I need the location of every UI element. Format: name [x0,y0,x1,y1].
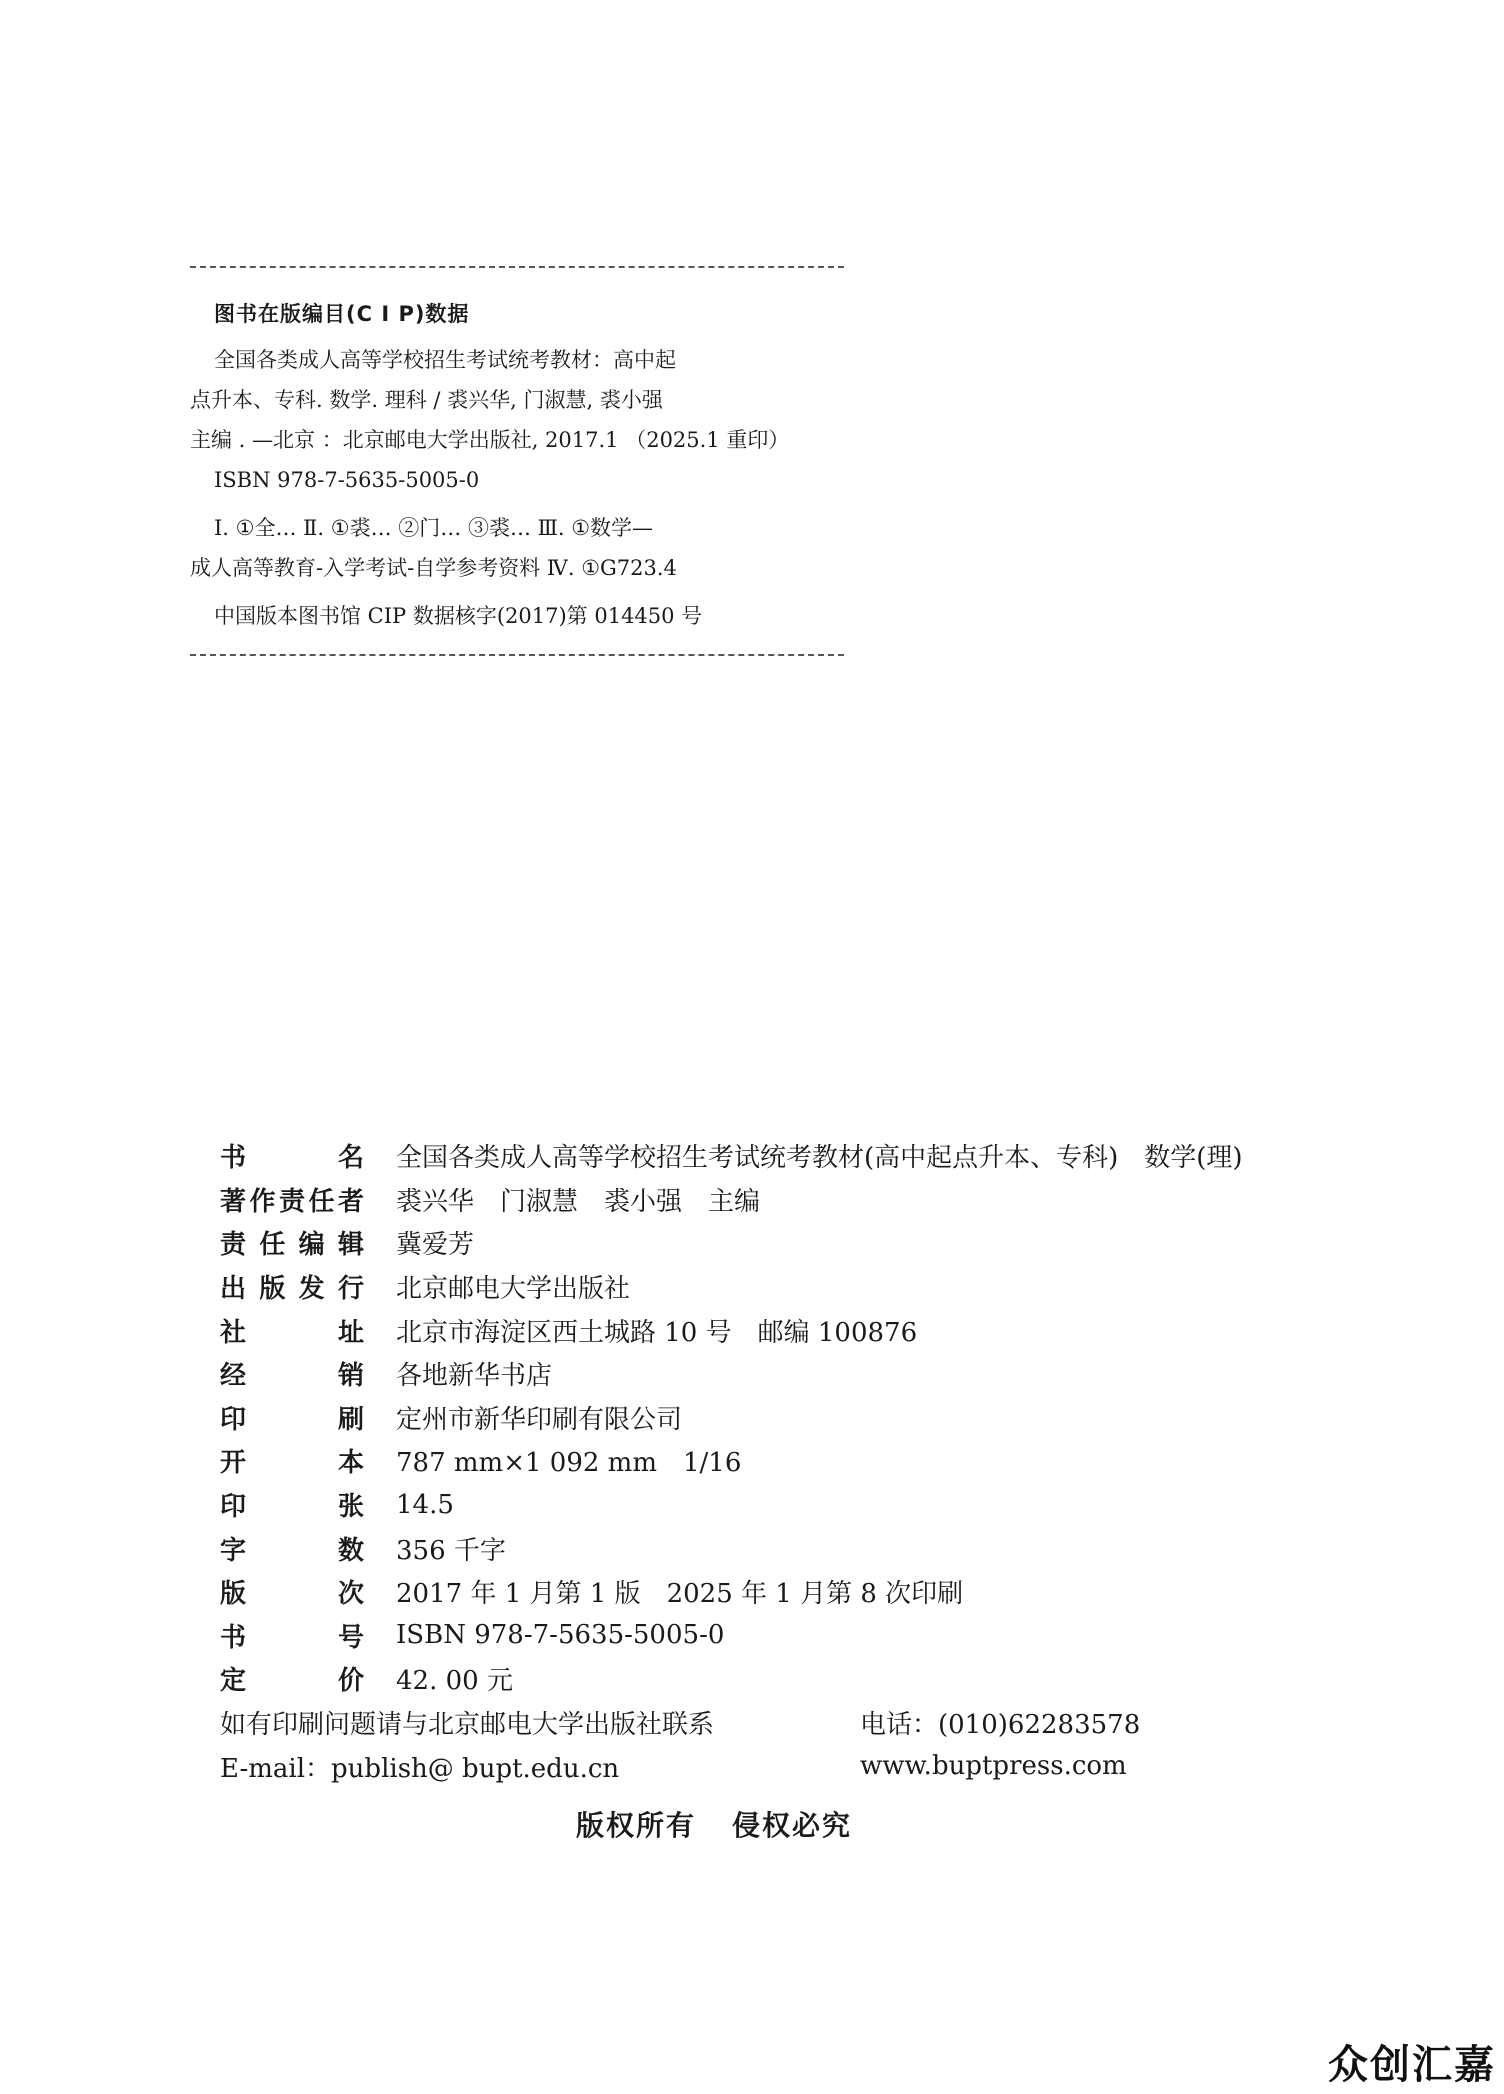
colophon-label-char: 经 [220,1361,247,1392]
colophon-value: 42. 00 元 [396,1666,513,1697]
colophon-label-char: 著 [220,1186,247,1217]
colophon [220,1134,1360,1844]
contact-email: E-mail：publish@ bupt.edu.cn [220,1753,620,1784]
colophon-label-char: 者 [337,1186,364,1217]
cip-paragraph-description [190,340,850,500]
colophon-label-char: 发 [298,1274,325,1305]
colophon-label-char: 定 [220,1666,247,1697]
contact-phone: 电话：(010)62283578 [860,1710,1141,1741]
colophon-value: 北京邮电大学出版社 [396,1274,631,1305]
colophon-label [220,1617,364,1654]
cip-line: 成人高等教育-入学考试-自学参考资料 Ⅳ. ①G723.4 [190,556,677,580]
colophon-row [220,1134,1360,1178]
colophon-row [220,1221,1360,1265]
colophon-label [220,1660,364,1697]
colophon-label-char: 行 [337,1274,364,1305]
colophon-label [220,1355,364,1392]
colophon-row [220,1657,1360,1701]
colophon-label-char: 印 [220,1404,247,1435]
colophon-row [220,1265,1360,1309]
colophon-label-char: 价 [337,1666,364,1697]
colophon-row [220,1352,1360,1396]
colophon-label [220,1137,364,1174]
colophon-label-char: 名 [337,1143,364,1174]
colophon-label-char: 址 [337,1317,364,1348]
colophon-label-char: 编 [298,1230,325,1261]
copyright-infringement: 侵权必究 [732,1808,853,1842]
colophon-label-char: 书 [220,1622,247,1653]
cip-line: 主编 . —北京 ：北京邮电大学出版社, 2017.1 （2025.1 重印） [190,428,790,452]
contact-row-phone [220,1701,1360,1745]
colophon-label [220,1530,364,1567]
colophon-label-char: 任 [259,1230,286,1261]
colophon-value: 356 千字 [396,1535,506,1566]
colophon-label-char: 版 [220,1579,247,1610]
colophon-value: 冀爱芳 [396,1230,475,1261]
cip-line: 全国各类成人高等学校招生考试统考教材：高中起 [214,348,676,372]
copyright-reserved: 版权所有 [576,1808,697,1842]
cip-line: 中国版本图书馆 CIP 数据核字(2017)第 014450 号 [214,604,703,628]
colophon-label-char: 印 [220,1492,247,1523]
cip-line: 点升本、专科. 数学. 理科 / 裘兴华, 门淑慧, 裘小强 [190,388,663,412]
contact-website: www.buptpress.com [860,1751,1127,1782]
contact-note: 如有印刷问题请与北京邮电大学出版社联系 [220,1710,715,1741]
colophon-label-char: 责 [278,1186,305,1217]
colophon-label-char: 社 [220,1317,247,1348]
colophon-label-char: 号 [337,1622,364,1653]
colophon-value: 北京市海淀区西土城路 10 号 邮编 100876 [396,1317,918,1348]
colophon-label [220,1312,364,1349]
copyright-notice [220,1804,1360,1844]
colophon-label [220,1268,364,1305]
colophon-row [220,1526,1360,1570]
colophon-label-char: 次 [337,1579,364,1610]
colophon-label-char: 版 [259,1274,286,1305]
colophon-value: 裘兴华 门淑慧 裘小强 主编 [396,1186,761,1217]
colophon-rows [220,1134,1360,1701]
colophon-label [220,1442,364,1479]
colophon-value: 各地新华书店 [396,1361,553,1392]
colophon-label-char: 任 [308,1186,335,1217]
colophon-label-char: 刷 [337,1404,364,1435]
colophon-label-char: 数 [337,1535,364,1566]
colophon-label-char: 书 [220,1143,247,1174]
cip-body [190,340,850,636]
colophon-label-char: 张 [337,1492,364,1523]
cip-line: Ⅰ. ①全… Ⅱ. ①裘… ②门… ③裘… Ⅲ. ①数学— [214,516,654,540]
colophon-label-char: 辑 [337,1230,364,1261]
colophon-label-char: 本 [337,1448,364,1479]
colophon-row [220,1570,1360,1614]
colophon-row [220,1396,1360,1440]
colophon-value: 定州市新华印刷有限公司 [396,1404,683,1435]
colophon-row [220,1483,1360,1527]
colophon-label [220,1399,364,1436]
cip-bottom-divider [190,654,844,656]
colophon-value: ISBN 978-7-5635-5005-0 [396,1620,725,1651]
colophon-label [220,1486,364,1523]
colophon-row [220,1439,1360,1483]
cip-paragraph-classification [190,508,850,588]
colophon-value: 全国各类成人高等学校招生考试统考教材(高中起点升本、专科) 数学(理) [396,1143,1243,1174]
colophon-row [220,1308,1360,1352]
colophon-value: 14.5 [396,1489,454,1520]
colophon-label-char: 开 [220,1448,247,1479]
cip-title: 图书在版编目(C I P)数据 [214,302,470,326]
cip-isbn-line: ISBN 978-7-5635-5005-0 [214,468,480,492]
colophon-label-char: 责 [220,1230,247,1261]
colophon-label [220,1573,364,1610]
colophon-label-char: 出 [220,1274,247,1305]
watermark-logo: 众创汇嘉 [1328,2042,1496,2088]
contact-row-web [220,1744,1360,1788]
colophon-value: 2017 年 1 月第 1 版 2025 年 1 月第 8 次印刷 [396,1579,964,1610]
cip-top-divider [190,266,844,268]
colophon-label [220,1181,364,1218]
colophon-label-char: 字 [220,1535,247,1566]
colophon-label-char: 作 [249,1186,276,1217]
colophon-row [220,1178,1360,1222]
cip-paragraph-record-number [190,596,850,636]
colophon-row [220,1614,1360,1658]
colophon-value: 787 mm×1 092 mm 1/16 [396,1448,742,1479]
colophon-label-char: 销 [337,1361,364,1392]
colophon-label [220,1224,364,1261]
cip-block [190,266,850,656]
